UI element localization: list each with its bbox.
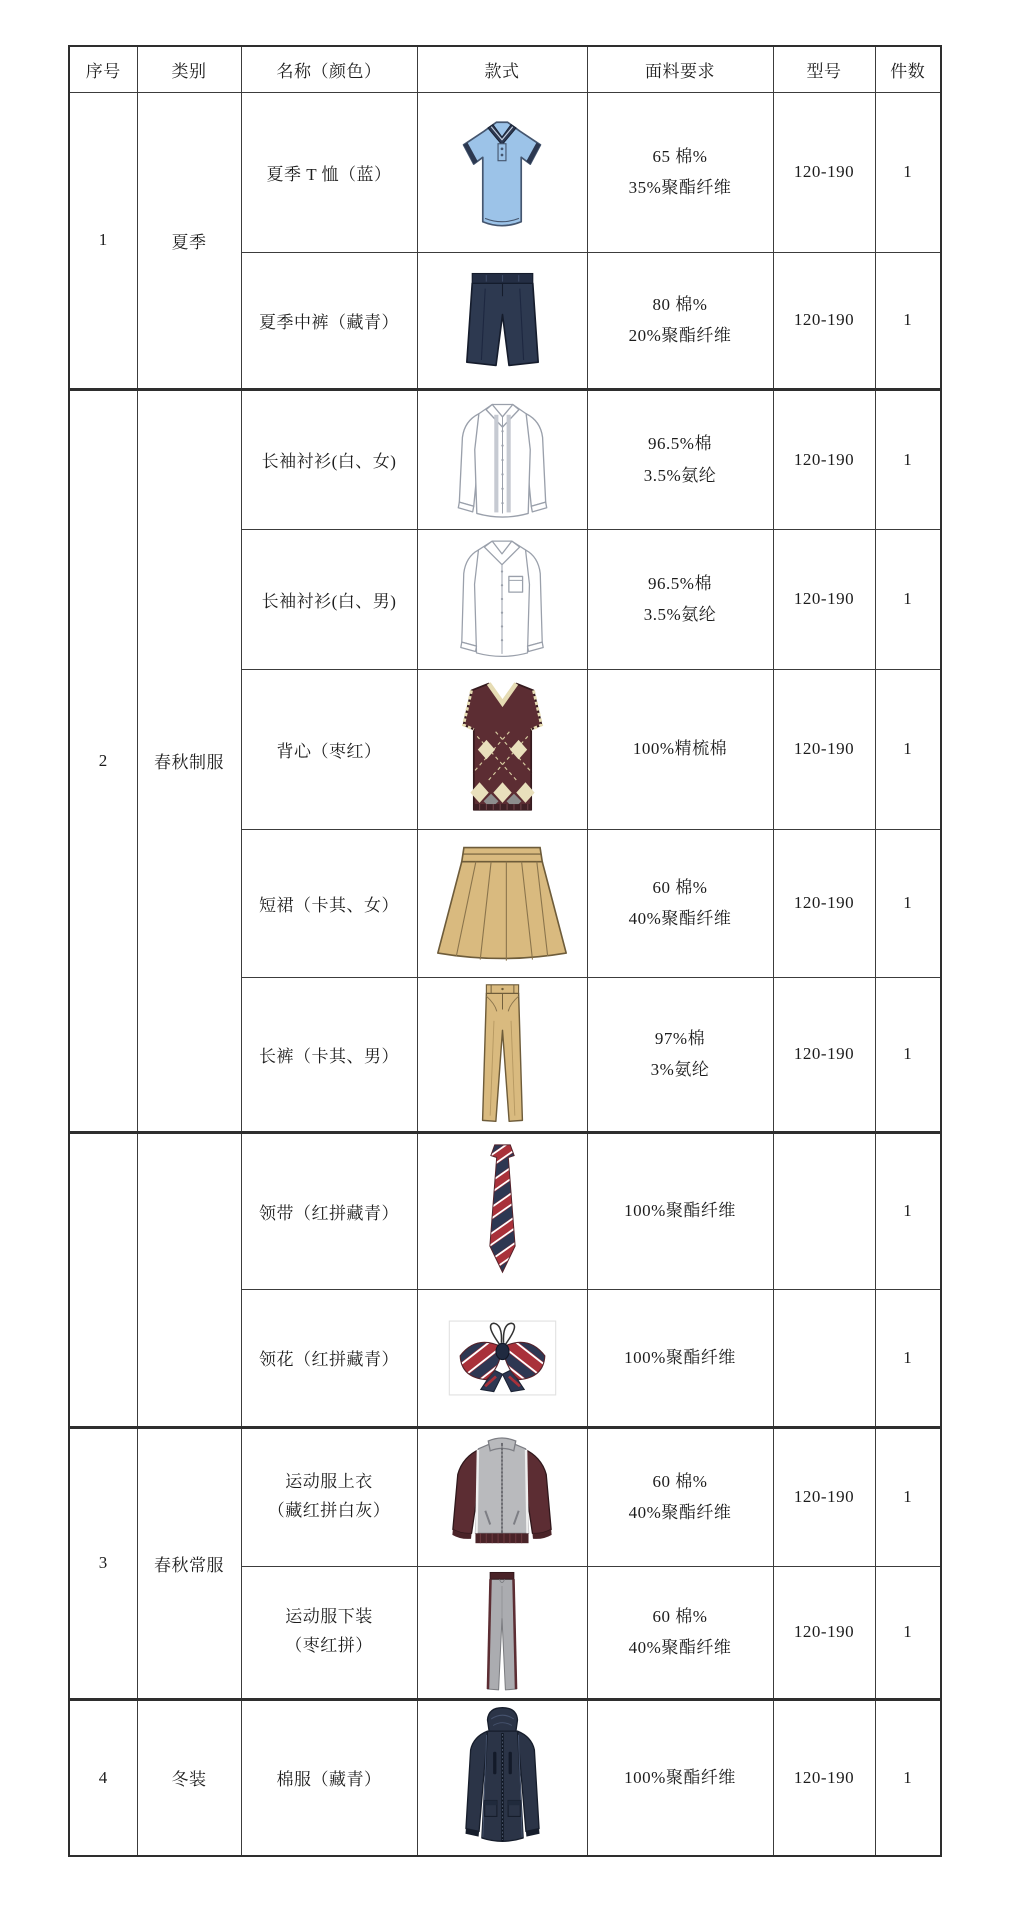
col-header-category: 类别 <box>137 46 241 92</box>
cell-model <box>773 1132 875 1289</box>
cell-style <box>417 1427 587 1566</box>
cell-model: 120-190 <box>773 389 875 529</box>
tracksuit-pants-image <box>479 1569 525 1695</box>
cell-no: 1 <box>69 92 137 389</box>
cell-category: 春秋常服 <box>137 1427 241 1699</box>
col-header-fabric: 面料要求 <box>587 46 773 92</box>
cell-style <box>417 977 587 1132</box>
cell-model: 120-190 <box>773 92 875 252</box>
table-row <box>69 92 941 252</box>
trousers-image <box>474 981 531 1127</box>
cell-style <box>417 252 587 389</box>
cell-category: 冬装 <box>137 1699 241 1856</box>
cell-fabric: 60 棉% 40%聚酯纤维 <box>587 829 773 977</box>
col-header-name: 名称（颜色） <box>241 46 417 92</box>
cell-no: 3 <box>69 1427 137 1699</box>
cell-style <box>417 92 587 252</box>
col-header-no: 序号 <box>69 46 137 92</box>
cell-style <box>417 389 587 529</box>
cell-style <box>417 1566 587 1699</box>
cell-fabric: 96.5%棉 3.5%氨纶 <box>587 529 773 669</box>
shirt-image <box>451 535 553 663</box>
parka-image <box>450 1703 555 1853</box>
cell-no <box>69 1132 137 1427</box>
cell-name: 长裤（卡其、男） <box>241 977 417 1132</box>
cell-model: 120-190 <box>773 1566 875 1699</box>
cell-no: 2 <box>69 389 137 1132</box>
cell-qty: 1 <box>875 252 941 389</box>
table-row <box>69 389 941 529</box>
cell-category: 春秋制服 <box>137 389 241 1132</box>
col-header-qty: 件数 <box>875 46 941 92</box>
cell-model <box>773 1289 875 1427</box>
cell-qty: 1 <box>875 977 941 1132</box>
cell-fabric: 60 棉% 40%聚酯纤维 <box>587 1566 773 1699</box>
cell-fabric: 65 棉% 35%聚酯纤维 <box>587 92 773 252</box>
cell-fabric: 80 棉% 20%聚酯纤维 <box>587 252 773 389</box>
cell-name: 长袖衬衫(白、女) <box>241 389 417 529</box>
cell-name: 运动服上衣 （藏红拼白灰） <box>241 1427 417 1566</box>
cell-model: 120-190 <box>773 829 875 977</box>
cell-model: 120-190 <box>773 529 875 669</box>
cell-qty: 1 <box>875 829 941 977</box>
skirt-image <box>430 841 574 965</box>
cell-fabric: 100%聚酯纤维 <box>587 1132 773 1289</box>
table-row <box>69 1132 941 1289</box>
cell-fabric: 97%棉 3%氨纶 <box>587 977 773 1132</box>
header-row <box>69 46 941 92</box>
bow-image <box>448 1320 557 1396</box>
cell-name: 领带（红拼藏青） <box>241 1132 417 1289</box>
cell-fabric: 60 棉% 40%聚酯纤维 <box>587 1427 773 1566</box>
cell-qty: 1 <box>875 1566 941 1699</box>
uniform-spec-table <box>68 45 942 1857</box>
vest-image <box>445 679 560 819</box>
blouse-image <box>447 396 558 524</box>
cell-style <box>417 529 587 669</box>
cell-style <box>417 1132 587 1289</box>
cell-qty: 1 <box>875 1427 941 1566</box>
shorts-image <box>456 267 549 373</box>
table-row <box>69 1699 941 1856</box>
tie-image <box>485 1141 520 1281</box>
cell-name: 棉服（藏青） <box>241 1699 417 1856</box>
cell-qty: 1 <box>875 529 941 669</box>
tracksuit-jacket-image <box>445 1434 559 1560</box>
cell-qty: 1 <box>875 92 941 252</box>
cell-model: 120-190 <box>773 252 875 389</box>
cell-model: 120-190 <box>773 1699 875 1856</box>
cell-name: 夏季中裤（藏青） <box>241 252 417 389</box>
cell-qty: 1 <box>875 1132 941 1289</box>
polo-shirt-image <box>450 112 554 232</box>
cell-name: 长袖衬衫(白、男) <box>241 529 417 669</box>
cell-qty: 1 <box>875 669 941 829</box>
cell-model: 120-190 <box>773 977 875 1132</box>
cell-no: 4 <box>69 1699 137 1856</box>
table-row <box>69 1427 941 1566</box>
document-page <box>68 45 942 1857</box>
cell-style <box>417 1699 587 1856</box>
cell-style <box>417 829 587 977</box>
cell-style <box>417 1289 587 1427</box>
cell-fabric: 96.5%棉 3.5%氨纶 <box>587 389 773 529</box>
col-header-model: 型号 <box>773 46 875 92</box>
cell-name: 夏季 T 恤（蓝） <box>241 92 417 252</box>
cell-name: 短裙（卡其、女） <box>241 829 417 977</box>
cell-name: 领花（红拼藏青） <box>241 1289 417 1427</box>
cell-name: 背心（枣红） <box>241 669 417 829</box>
cell-model: 120-190 <box>773 1427 875 1566</box>
cell-category: 夏季 <box>137 92 241 389</box>
cell-name: 运动服下装 （枣红拼） <box>241 1566 417 1699</box>
cell-qty: 1 <box>875 1289 941 1427</box>
cell-fabric: 100%聚酯纤维 <box>587 1289 773 1427</box>
cell-model: 120-190 <box>773 669 875 829</box>
cell-fabric: 100%聚酯纤维 <box>587 1699 773 1856</box>
col-header-style: 款式 <box>417 46 587 92</box>
cell-style <box>417 669 587 829</box>
cell-category <box>137 1132 241 1427</box>
cell-fabric: 100%精梳棉 <box>587 669 773 829</box>
cell-qty: 1 <box>875 389 941 529</box>
cell-qty: 1 <box>875 1699 941 1856</box>
